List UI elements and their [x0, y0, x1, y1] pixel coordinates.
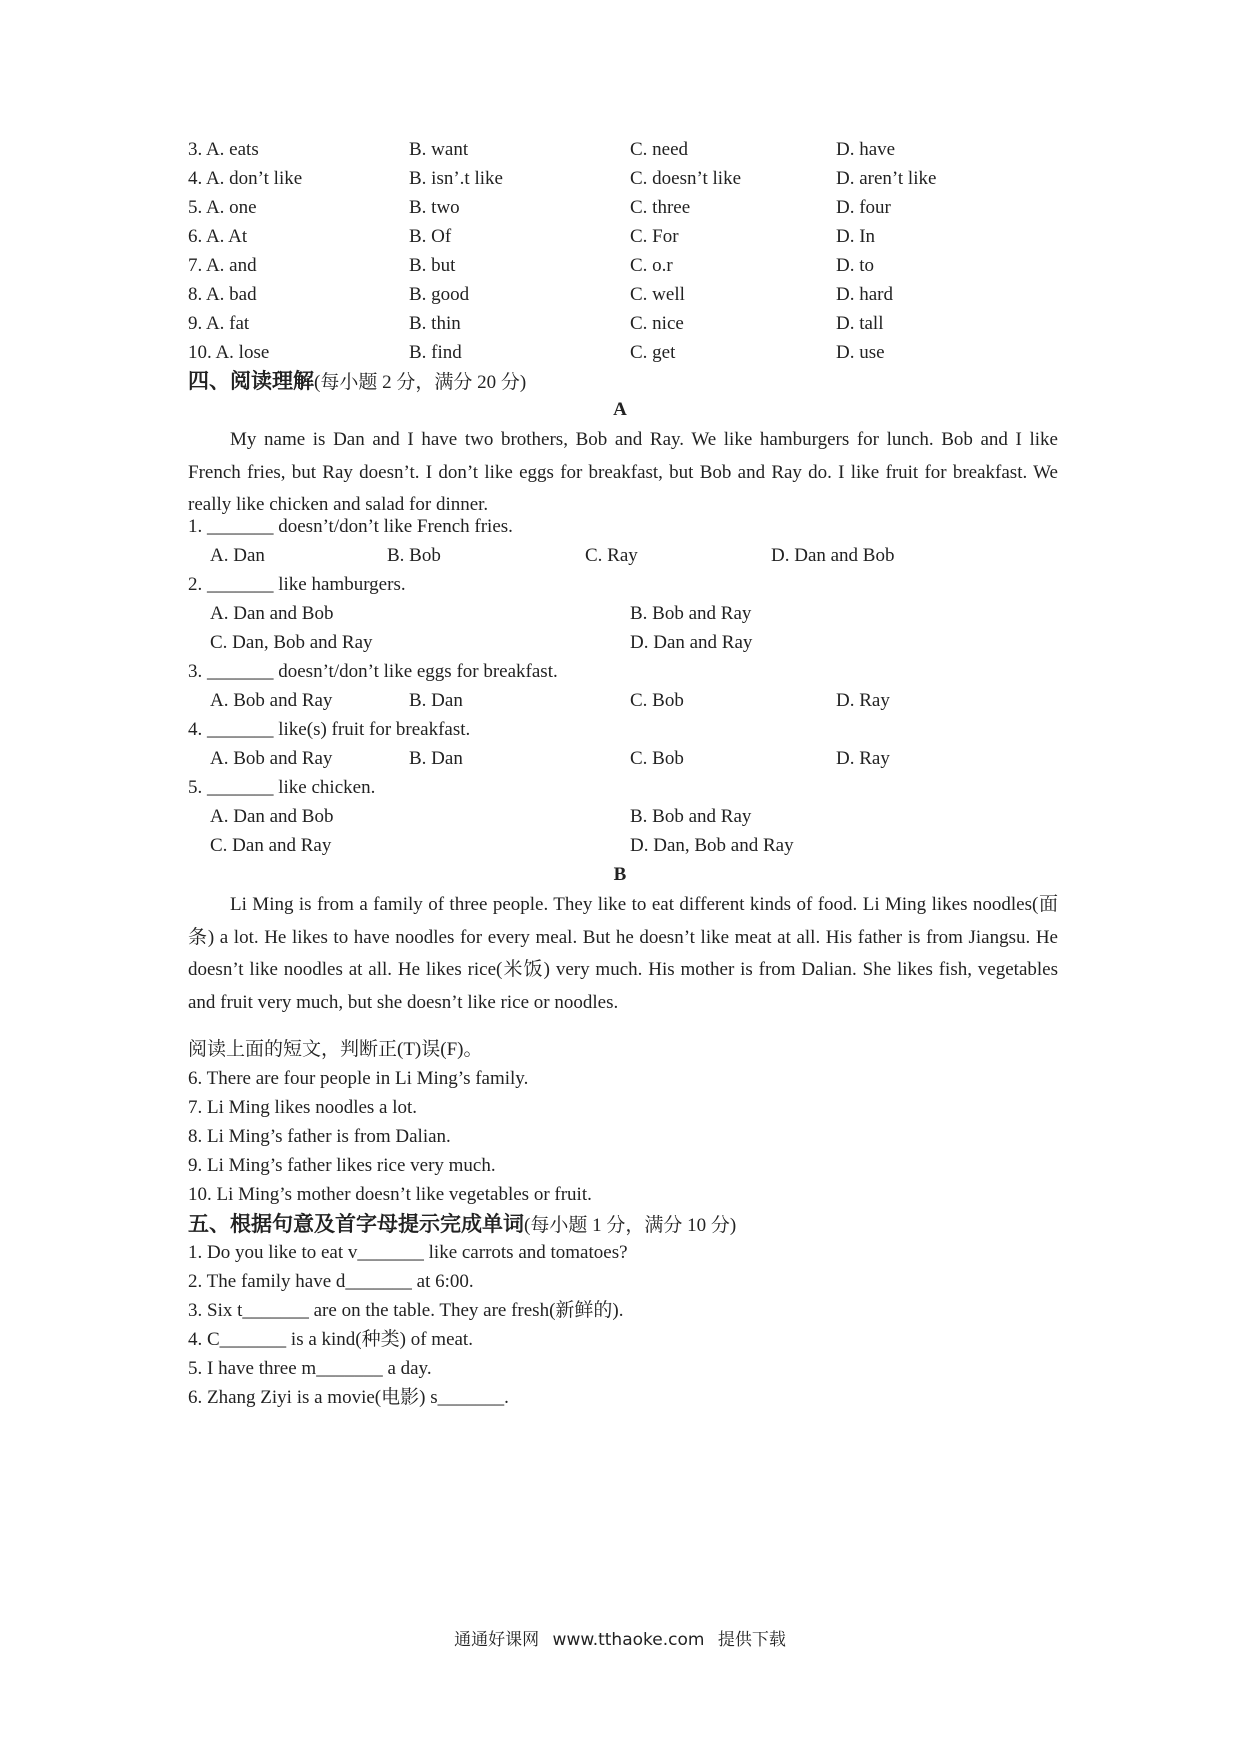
- option-d: D. have: [836, 139, 896, 160]
- section-heading: [188, 364, 526, 398]
- option-b: B. Dan: [409, 690, 463, 711]
- question: 5. _______ like chicken.: [188, 777, 376, 798]
- option-row: [188, 250, 1088, 282]
- option-row: [188, 279, 1088, 311]
- option-c: C. Bob: [630, 748, 684, 769]
- tf-item: 6. There are four people in Li Ming’s family.: [188, 1068, 529, 1089]
- option-c: C. need: [630, 139, 689, 160]
- option-d: D. Dan and Bob: [771, 545, 895, 566]
- option-c: C. o.r: [630, 255, 673, 276]
- option-a: A. Dan and Bob: [210, 603, 334, 624]
- question: 1. _______ doesn’t/don’t like French fries.: [188, 516, 513, 537]
- section-title: 四、阅读理解: [188, 369, 314, 393]
- option-d: D. to: [836, 255, 874, 276]
- option-b: B. two: [409, 197, 460, 218]
- fill-in-item: 5. I have three m_______ a day.: [188, 1358, 432, 1379]
- answer-options: [210, 598, 1110, 630]
- option-d: D. aren’t like: [836, 168, 937, 189]
- answer-options: [210, 801, 1110, 833]
- option-c: C. well: [630, 284, 685, 305]
- option-c: C. Ray: [585, 545, 638, 566]
- option-d: D. Dan, Bob and Ray: [630, 835, 794, 856]
- passage-text: Li Ming is from a family of three people. They like to eat different kinds of food. Li Ming likes noodles(面条) a lot. He likes to have noodles for every meal. But he doesn’t like meat at all. His father is from Jiangsu. He doesn’t like noodles at all. He likes rice(米饭) very much. His mother is from Dalian. She likes fish, vegetables and fruit very much, but she doesn’t like rice or noodles.: [188, 894, 1058, 1013]
- option-d: D. tall: [836, 313, 884, 334]
- page-footer: [0, 1625, 1240, 1650]
- option-row: [188, 163, 1088, 195]
- section-title: 五、根据句意及首字母提示完成单词: [188, 1212, 524, 1236]
- fill-in-item: 3. Six t_______ are on the table. They are fresh(新鲜的).: [188, 1300, 624, 1321]
- option-c: C. three: [630, 197, 691, 218]
- option-d: D. In: [836, 226, 876, 247]
- option-c: C. For: [630, 226, 679, 247]
- option-c: C. nice: [630, 313, 684, 334]
- option-row: [188, 192, 1088, 224]
- passage-label: B: [613, 864, 627, 885]
- option-b: B. find: [409, 342, 462, 363]
- tf-item: 10. Li Ming’s mother doesn’t like vegetables or fruit.: [188, 1184, 592, 1205]
- fill-in-item: 2. The family have d_______ at 6:00.: [188, 1271, 474, 1292]
- option-b: B. Bob and Ray: [630, 806, 752, 827]
- option-d: D. Ray: [836, 748, 890, 769]
- fill-in-item: 4. C_______ is a kind(种类) of meat.: [188, 1329, 473, 1350]
- option-b: B. Dan: [409, 748, 463, 769]
- tf-item: 9. Li Ming’s father likes rice very much.: [188, 1155, 496, 1176]
- option-a: 7. A. and: [188, 255, 257, 276]
- section-score-note: (每小题 2 分，满分 20 分): [314, 372, 527, 393]
- true-false-instruction: 阅读上面的短文，判断正(T)误(F)。: [188, 1039, 483, 1060]
- fill-in-item: 6. Zhang Ziyi is a movie(电影) s_______.: [188, 1387, 509, 1408]
- option-c: C. Bob: [630, 690, 684, 711]
- option-b: B. Bob and Ray: [630, 603, 752, 624]
- option-a: 9. A. fat: [188, 313, 250, 334]
- option-d: D. hard: [836, 284, 893, 305]
- option-a: A. Bob and Ray: [210, 690, 333, 711]
- question: 2. _______ like hamburgers.: [188, 574, 406, 595]
- section-heading: [188, 1207, 736, 1241]
- option-c: C. get: [630, 342, 676, 363]
- answer-options: [210, 540, 1110, 572]
- passage-a: [188, 424, 1058, 522]
- option-row: [188, 221, 1088, 253]
- option-a: 3. A. eats: [188, 139, 259, 160]
- option-row: [188, 308, 1088, 340]
- option-b: B. Bob: [387, 545, 441, 566]
- option-d: D. Dan and Ray: [630, 632, 753, 653]
- option-c: C. Dan, Bob and Ray: [210, 632, 373, 653]
- footer-tail: 提供下载: [717, 1630, 786, 1650]
- option-row: [188, 134, 1088, 166]
- option-c: C. Dan and Ray: [210, 835, 332, 856]
- answer-options: [210, 743, 1110, 775]
- option-b: B. want: [409, 139, 469, 160]
- question: 4. _______ like(s) fruit for breakfast.: [188, 719, 471, 740]
- tf-item: 7. Li Ming likes noodles a lot.: [188, 1097, 418, 1118]
- option-b: B. thin: [409, 313, 461, 334]
- option-b: B. good: [409, 284, 470, 305]
- passage-text: My name is Dan and I have two brothers, Bob and Ray. We like hamburgers for lunch. Bob and I like French fries, but Ray doesn’t. I don’t like eggs for breakfast, but Bob and Ray do. I like fruit for breakfast. We really like chicken and salad for dinner.: [188, 429, 1058, 516]
- option-d: D. Ray: [836, 690, 890, 711]
- option-a: 8. A. bad: [188, 284, 257, 305]
- option-a: 4. A. don’t like: [188, 168, 303, 189]
- answer-options: [210, 830, 1110, 862]
- option-a: 5. A. one: [188, 197, 257, 218]
- passage-label: A: [613, 399, 627, 420]
- option-b: B. Of: [409, 226, 452, 247]
- answer-options: [210, 685, 1110, 717]
- option-a: A. Dan: [210, 545, 265, 566]
- footer-url[interactable]: www.tthaoke.com: [552, 1630, 705, 1650]
- option-d: D. use: [836, 342, 885, 363]
- option-c: C. doesn’t like: [630, 168, 742, 189]
- passage-b: [188, 889, 1058, 1053]
- fill-in-item: 1. Do you like to eat v_______ like carrots and tomatoes?: [188, 1242, 628, 1263]
- footer-site-name: 通通好课网: [454, 1630, 540, 1650]
- option-b: B. but: [409, 255, 456, 276]
- answer-options: [210, 627, 1110, 659]
- option-a: A. Bob and Ray: [210, 748, 333, 769]
- option-d: D. four: [836, 197, 891, 218]
- section-score-note: (每小题 1 分，满分 10 分): [524, 1215, 737, 1236]
- option-a: A. Dan and Bob: [210, 806, 334, 827]
- option-b: B. isn’.t like: [409, 168, 503, 189]
- tf-item: 8. Li Ming’s father is from Dalian.: [188, 1126, 451, 1147]
- question: 3. _______ doesn’t/don’t like eggs for breakfast.: [188, 661, 558, 682]
- option-a: 10. A. lose: [188, 342, 270, 363]
- option-a: 6. A. At: [188, 226, 248, 247]
